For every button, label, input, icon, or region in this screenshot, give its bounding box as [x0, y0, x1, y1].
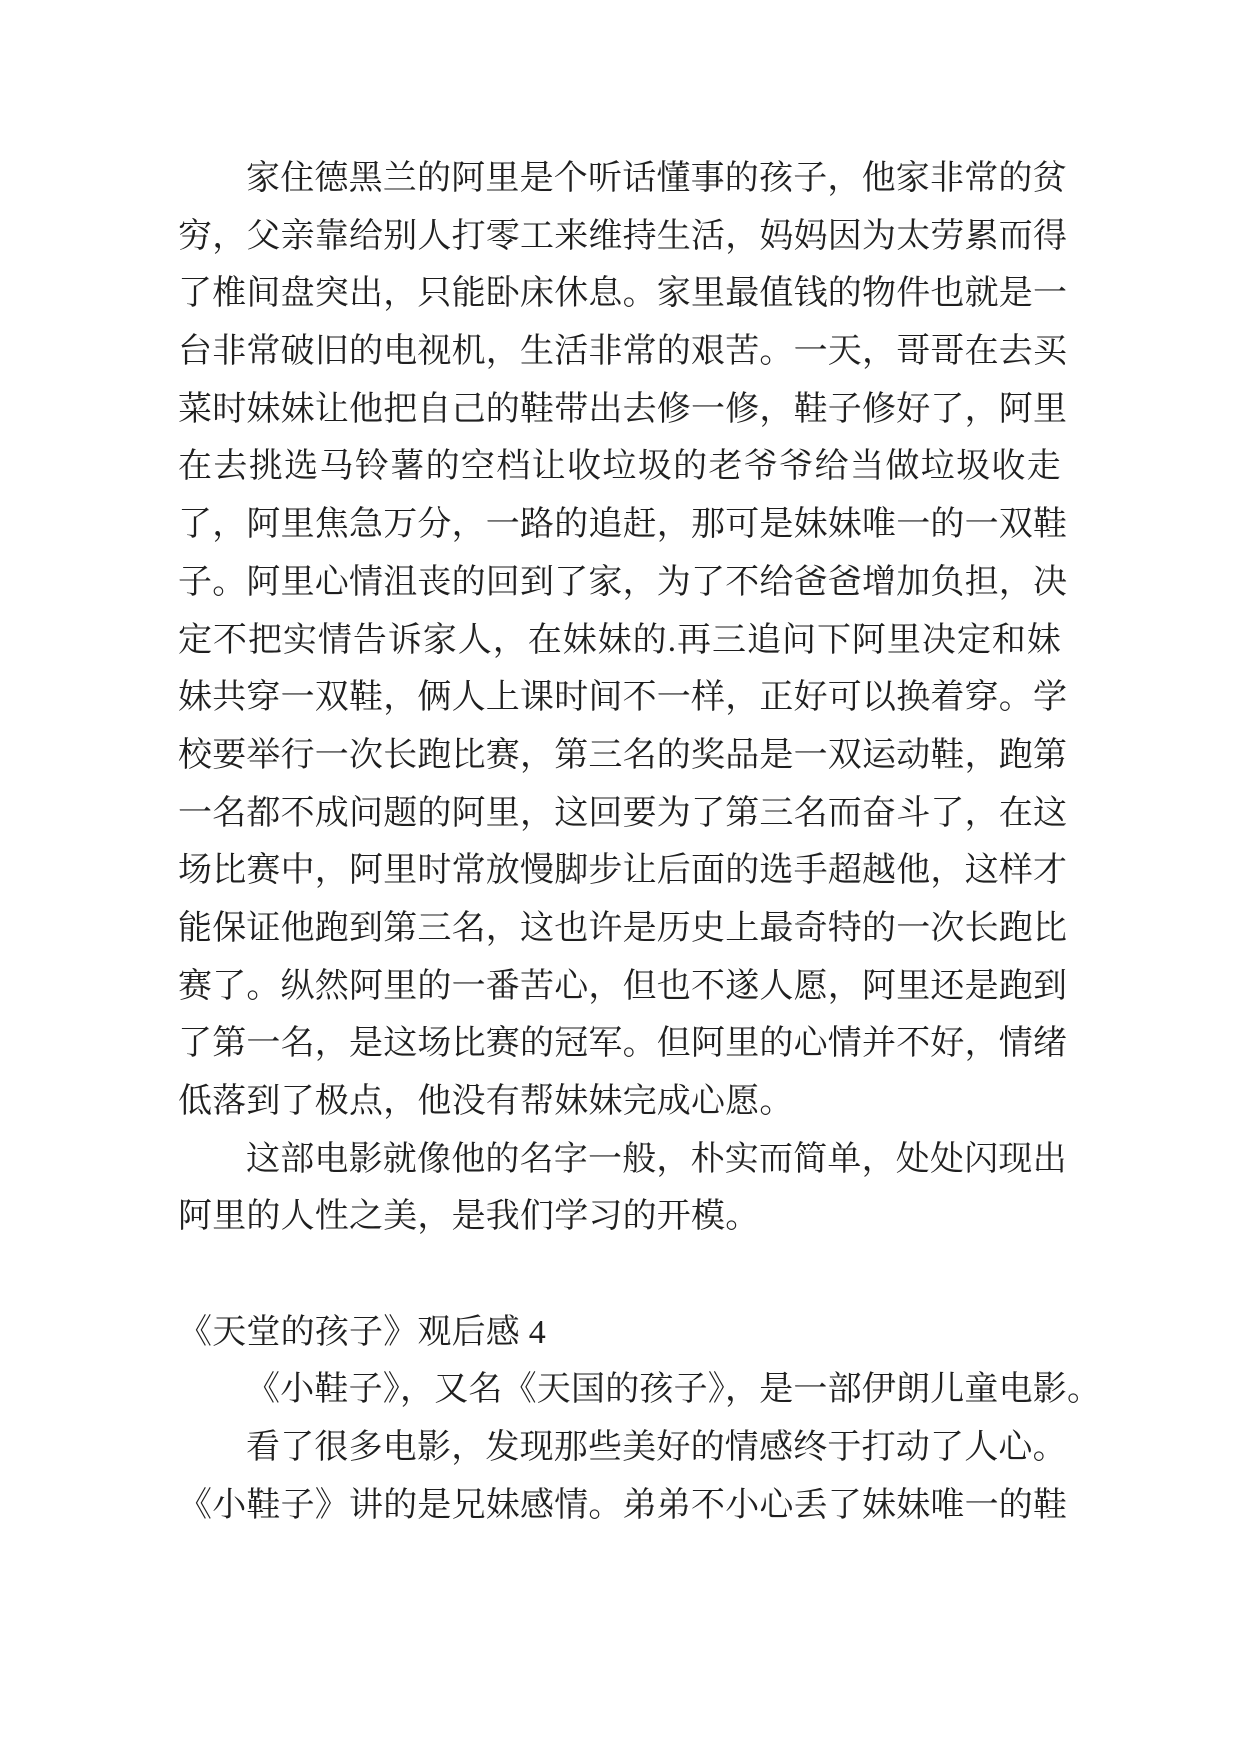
text-line: 定不把实情告诉家人，在妹妹的.再三追问下阿里决定和妹 [178, 621, 1061, 659]
text-line: 能保证他跑到第三名，这也许是历史上最奇特的一次长跑比 [178, 909, 1068, 947]
text-line: 《天堂的孩子》观后感 4 [178, 1313, 546, 1351]
document-content [178, 150, 1102, 1535]
paragraph [178, 1131, 1067, 1246]
text-line: 这部电影就像他的名字一般，朴实而简单，处处闪现出 [246, 1140, 1067, 1178]
text-line: 家住德黑兰的阿里是个听话懂事的孩子，他家非常的贫 [246, 160, 1067, 197]
text-line: 《小鞋子》，又名《天国的孩子》，是一部伊朗儿童电影。 [246, 1371, 1102, 1409]
text-line: 妹共穿一双鞋，俩人上课时间不一样，正好可以换着穿。学 [178, 679, 1068, 717]
paragraph [178, 1361, 1102, 1419]
section-heading [178, 1304, 1061, 1362]
text-line: 《小鞋子》讲的是兄妹感情。弟弟不小心丢了妹妹唯一的鞋 [178, 1486, 1068, 1524]
text-line: 阿里的人性之美，是我们学习的开模。 [178, 1198, 760, 1236]
text-line: 了第一名，是这场比赛的冠军。但阿里的心情并不好，情绪 [178, 1025, 1068, 1063]
text-line: 场比赛中，阿里时常放慢脚步让后面的选手超越他，这样才 [178, 852, 1068, 890]
text-line: 校要举行一次长跑比赛，第三名的奖品是一双运动鞋，跑第 [178, 736, 1068, 774]
text-line: 看了很多电影，发现那些美好的情感终于打动了人心。 [246, 1429, 1067, 1467]
text-line: 穷，父亲靠给别人打零工来维持生活，妈妈因为太劳累而得 [178, 217, 1068, 255]
paragraph [178, 150, 1068, 1131]
text-line: 在去挑选马铃薯的空档让收垃圾的老爷爷给当做垃圾收走 [178, 448, 1061, 486]
text-line: 子。阿里心情沮丧的回到了家，为了不给爸爸增加负担，决 [178, 563, 1068, 601]
text-line: 低落到了极点，他没有帮妹妹完成心愿。 [178, 1083, 794, 1120]
text-line: 台非常破旧的电视机，生活非常的艰苦。一天，哥哥在去买 [178, 333, 1068, 371]
text-line: 了椎间盘突出，只能卧床休息。家里最值钱的物件也就是一 [178, 275, 1068, 313]
text-line: 赛了。纵然阿里的一番苦心，但也不遂人愿，阿里还是跑到 [178, 967, 1068, 1005]
text-line: 了，阿里焦急万分，一路的追赶，那可是妹妹唯一的一双鞋 [178, 506, 1068, 544]
text-line: 一名都不成问题的阿里，这回要为了第三名而奋斗了，在这 [178, 794, 1068, 832]
paragraph [178, 1419, 1068, 1534]
text-line: 菜时妹妹让他把自己的鞋带出去修一修，鞋子修好了，阿里 [178, 390, 1068, 428]
